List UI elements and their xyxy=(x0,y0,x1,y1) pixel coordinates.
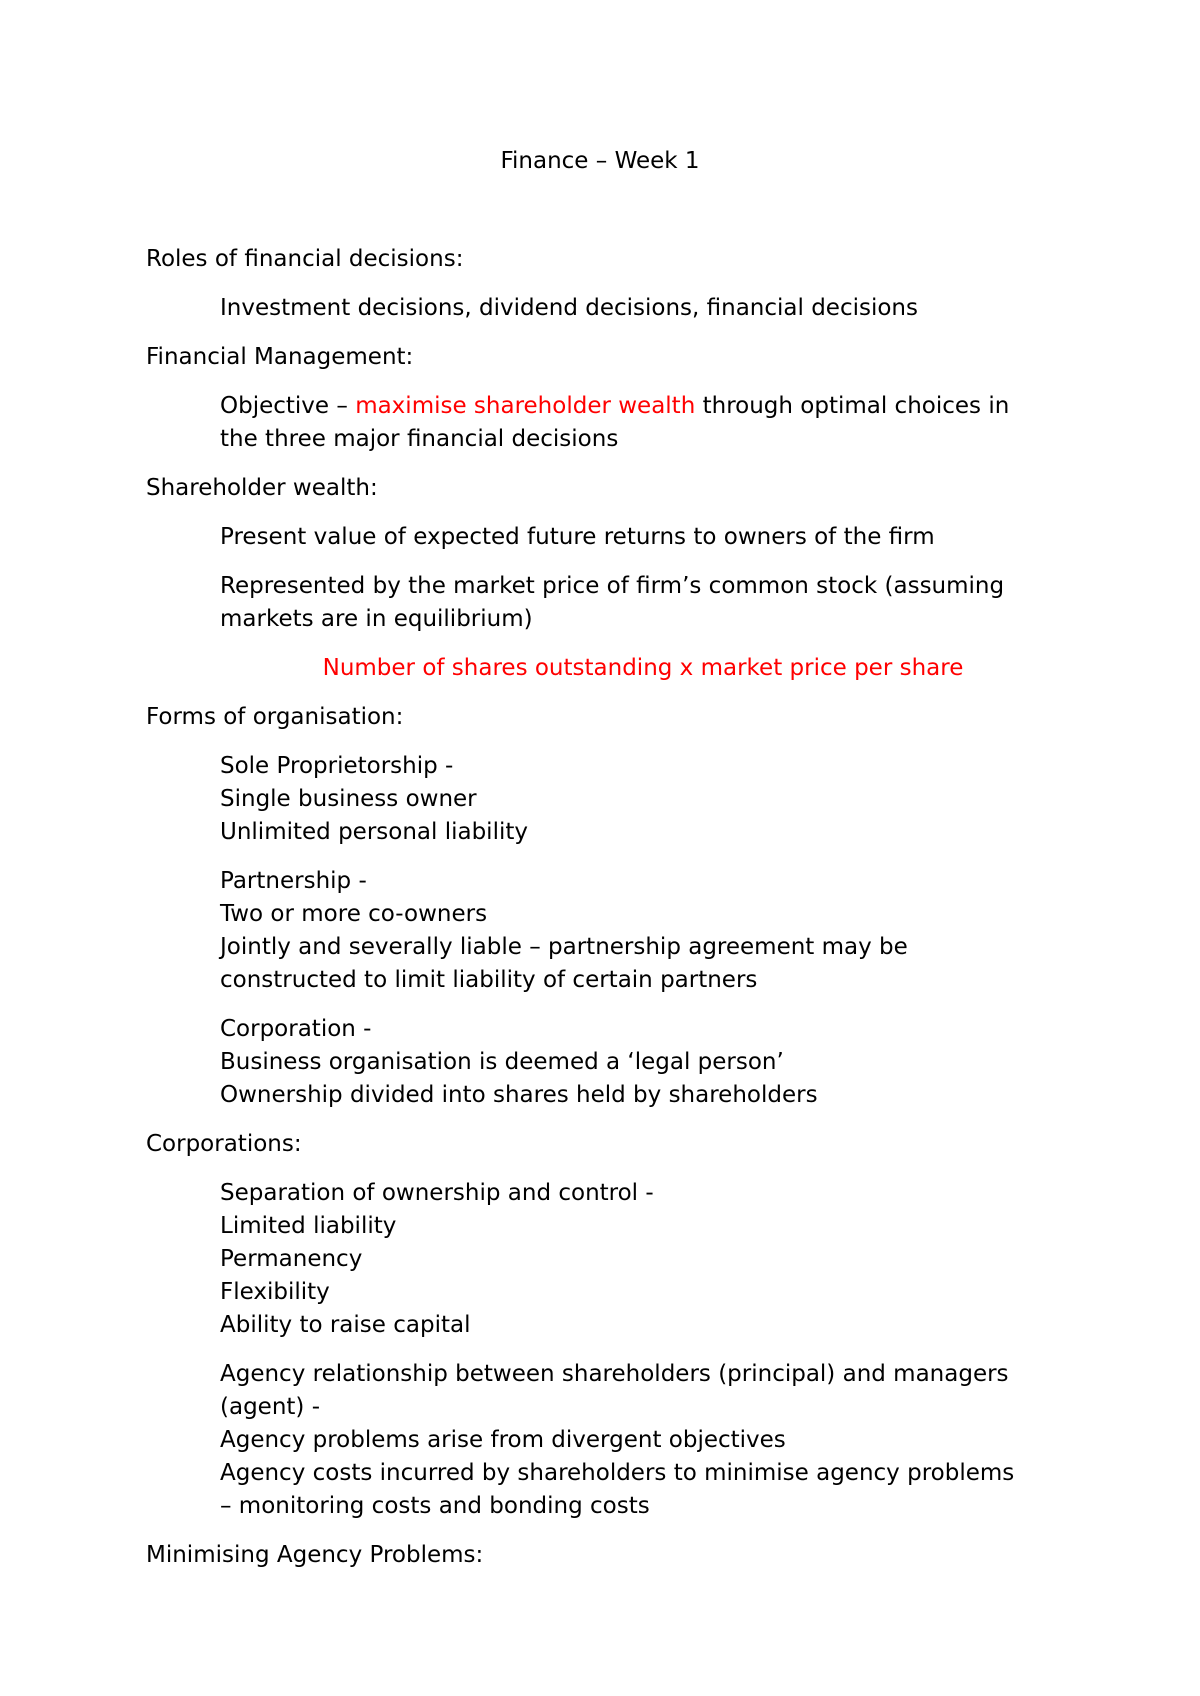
sole-proprietorship-title: Sole Proprietorship - xyxy=(220,753,454,779)
partnership-point: constructed to limit liability of certain partners xyxy=(220,967,758,993)
agency-title: Agency relationship between shareholders (principal) and managers xyxy=(220,1361,1009,1387)
shareholder-wealth-line-2a: Represented by the market price of firm’s common stock (assuming xyxy=(220,573,1005,599)
agency-title-cont: (agent) - xyxy=(220,1394,320,1420)
sole-proprietorship-point: Single business owner xyxy=(220,786,477,812)
partnership-point: Two or more co-owners xyxy=(220,901,488,927)
shareholder-wealth-line-2b: markets are in equilibrium) xyxy=(220,606,533,632)
page-title: Finance – Week 1 xyxy=(500,148,700,174)
separation-point: Flexibility xyxy=(220,1279,330,1305)
partnership-title: Partnership - xyxy=(220,868,367,894)
section-heading-forms: Forms of organisation: xyxy=(146,704,404,730)
section-heading-shareholder-wealth: Shareholder wealth: xyxy=(146,475,378,501)
section-heading-financial-management: Financial Management: xyxy=(146,344,414,370)
objective-line xyxy=(220,395,1009,418)
section-heading-minimising: Minimising Agency Problems: xyxy=(146,1542,484,1568)
agency-point: Agency problems arise from divergent objectives xyxy=(220,1427,786,1453)
objective-prefix: Objective – xyxy=(220,393,356,419)
shareholder-wealth-formula: Number of shares outstanding x market price per share xyxy=(322,655,964,681)
separation-point: Permanency xyxy=(220,1246,363,1272)
agency-point: – monitoring costs and bonding costs xyxy=(220,1493,650,1519)
section-heading-roles: Roles of financial decisions: xyxy=(146,246,464,272)
section-heading-corporations: Corporations: xyxy=(146,1131,302,1157)
roles-line: Investment decisions, dividend decisions, financial decisions xyxy=(220,295,918,321)
separation-point: Ability to raise capital xyxy=(220,1312,471,1338)
agency-point: Agency costs incurred by shareholders to minimise agency problems xyxy=(220,1460,1015,1486)
separation-point: Limited liability xyxy=(220,1213,397,1239)
separation-title: Separation of ownership and control - xyxy=(220,1180,654,1206)
corporation-title: Corporation - xyxy=(220,1016,372,1042)
shareholder-wealth-line-1: Present value of expected future returns to owners of the firm xyxy=(220,524,935,550)
sole-proprietorship-point: Unlimited personal liability xyxy=(220,819,528,845)
objective-suffix: through optimal choices in xyxy=(695,393,1010,419)
corporation-point: Ownership divided into shares held by shareholders xyxy=(220,1082,818,1108)
corporation-point: Business organisation is deemed a ‘legal person’ xyxy=(220,1049,784,1075)
partnership-point: Jointly and severally liable – partnership agreement may be xyxy=(220,934,908,960)
objective-line-2: the three major financial decisions xyxy=(220,426,619,452)
objective-highlight: maximise shareholder wealth xyxy=(355,393,696,419)
